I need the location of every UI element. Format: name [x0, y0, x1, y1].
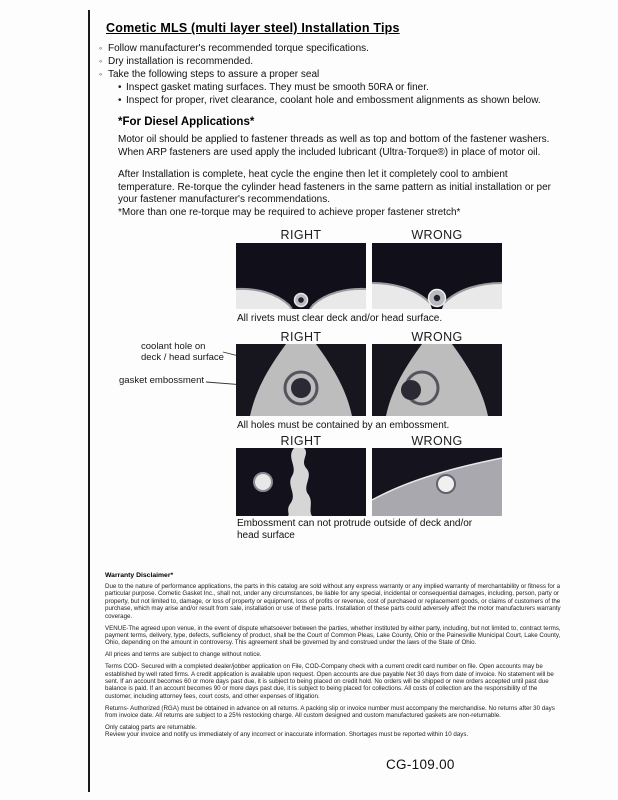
row1-caption: All rivets must clear deck and/or head surface. — [237, 313, 443, 324]
right-label-row3: RIGHT — [280, 434, 322, 448]
tips-list — [99, 42, 569, 107]
legal-paragraph: Only catalog parts are returnable. — [105, 724, 197, 731]
open-bullet-icon: ◦ — [99, 56, 103, 66]
open-bullet-icon: ◦ — [99, 69, 103, 79]
legal-paragraph: Returns- Authorized (RGA) must be obtained in advance on all returns. A packing slip or invoice number must accompany the merchandise. No returns after 30 days from invoice date. All returns are subject to a 25% restocking charge. All custom designed and custom manufactured gaskets are non-returnable. — [105, 704, 555, 720]
embossment-inside-illustration — [236, 448, 366, 516]
open-bullet-icon: ◦ — [99, 43, 103, 53]
diesel-paragraph-2: After Installation is complete, heat cycle the engine then let it completely cool to ambient temperature. Re-torque the cylinder head fasteners in the same pattern as initial installation or per your fastener manufacturer's recommendations. — [118, 169, 552, 205]
diagram-embossment-wrong — [372, 448, 502, 516]
wrong-label-row3: WRONG — [411, 434, 463, 448]
tip-item — [99, 55, 569, 68]
right-label-row1: RIGHT — [280, 228, 322, 242]
legal-section — [105, 572, 561, 743]
rivet-interference-illustration — [372, 243, 502, 309]
row2-caption: All holes must be contained by an embossment. — [237, 420, 450, 431]
diagram-holes-wrong — [372, 344, 502, 416]
tip-item — [99, 42, 569, 55]
tip-sub-item — [99, 94, 569, 107]
diesel-section-heading: *For Diesel Applications* — [118, 116, 255, 128]
legal-paragraph: Due to the nature of performance applications, the parts in this catalog are sold without any express warranty or any implied warranty of merchantability or fitness for a particular purpose. Cometic Gasket Inc., shall not, under any circumstances, be liable for any special, incidental or consequential damages, including, person, party or property, but not limited to, damage, or loss of property or equipment, loss of profits or revenue, cost of purchased or replacement goods, or claims of customers of the purchase, which may arise and/or result from sale, installation or use of these parts. Installation of these parts could adversely affect the motor manufacturers warranty coverage. — [105, 583, 561, 620]
page-title: Cometic MLS (multi layer steel) Installation Tips — [106, 21, 400, 35]
retorque-note: *More than one re-torque may be required to achieve proper fastener stretch* — [118, 207, 461, 218]
legal-paragraph: Terms COD- Secured with a completed dealer/jobber application on File, COD-Company check with a current credit card number on file. Open accounts may be established by well rated firms. A credit application is available upon request. Open accounts are due payable Net 30 days from date of invoice. No statement will be sent. If an account becomes 60 or more days past due, it is subject to being placed on credit hold. No orders will be shipped or new orders accepted until past due balance is paid. If an account becomes 90 or more days past due, it is subject to being placed for collections. All costs of collection are the responsibility of the customer, including attorney fees, court costs, and other expenses of litigation. — [105, 663, 554, 700]
tip-text: Dry installation is recommended. — [108, 56, 254, 67]
page-code: CG-109.00 — [386, 757, 455, 772]
filled-bullet-icon: • — [118, 95, 122, 106]
tip-item — [99, 68, 569, 81]
hole-contained-illustration — [236, 344, 366, 416]
tip-text: Take the following steps to assure a proper seal — [108, 69, 320, 80]
tip-text: Follow manufacturer's recommended torque specifications. — [108, 43, 369, 54]
diagram-rivets-right — [236, 243, 366, 309]
tip-sub-text: Inspect for proper, rivet clearance, coolant hole and embossment alignments as shown below. — [126, 95, 541, 106]
warranty-disclaimer-heading: Warranty Disclaimer* — [105, 572, 174, 579]
gasket-embossment-annotation: gasket embossment — [119, 375, 205, 386]
diagram-holes-right — [236, 344, 366, 416]
diagram-rivets-wrong — [372, 243, 502, 309]
right-label-row2: RIGHT — [280, 330, 322, 344]
tip-sub-item — [99, 81, 569, 94]
hole-not-contained-illustration — [372, 344, 502, 416]
wrong-label-row2: WRONG — [411, 330, 463, 344]
diesel-paragraph-1: Motor oil should be applied to fastener threads as well as top and bottom of the fastener washers. When ARP fasteners are used apply the included lubricant (Ultra-Torque®) in place of motor oil. — [118, 134, 550, 158]
diagram-embossment-right — [236, 448, 366, 516]
filled-bullet-icon: • — [118, 82, 122, 93]
coolant-hole-annotation: coolant hole on deck / head surface — [141, 341, 224, 363]
tip-sub-text: Inspect gasket mating surfaces. They must be smooth 50RA or finer. — [126, 82, 429, 93]
legal-paragraph: All prices and terms are subject to change without notice. — [105, 651, 262, 659]
embossment-protruding-illustration — [372, 448, 502, 516]
row3-caption: Embossment can not protrude outside of deck and/or head surface — [237, 518, 473, 541]
legal-paragraph: Review your invoice and notify us immediately of any incorrect or inaccurate information. Shortages must be reported within 10 days. — [105, 731, 469, 739]
legal-paragraph: VENUE-The agreed upon venue, in the event of dispute whatsoever between the parties, whether instituted by either party, including, but not limited to, contract terms, payment terms, delivery, type, defects, sufficiency of product, shall be the Court of Common Pleas, Lake County, Ohio or the Painesville Municipal Court, Lake County, Ohio, depending on the amount in controversy. This agreement shall be governed by and construed under the laws of the State of Ohio. — [105, 624, 561, 647]
rivet-clear-illustration — [236, 243, 366, 309]
wrong-label-row1: WRONG — [411, 228, 463, 242]
left-margin-rule — [88, 10, 90, 792]
